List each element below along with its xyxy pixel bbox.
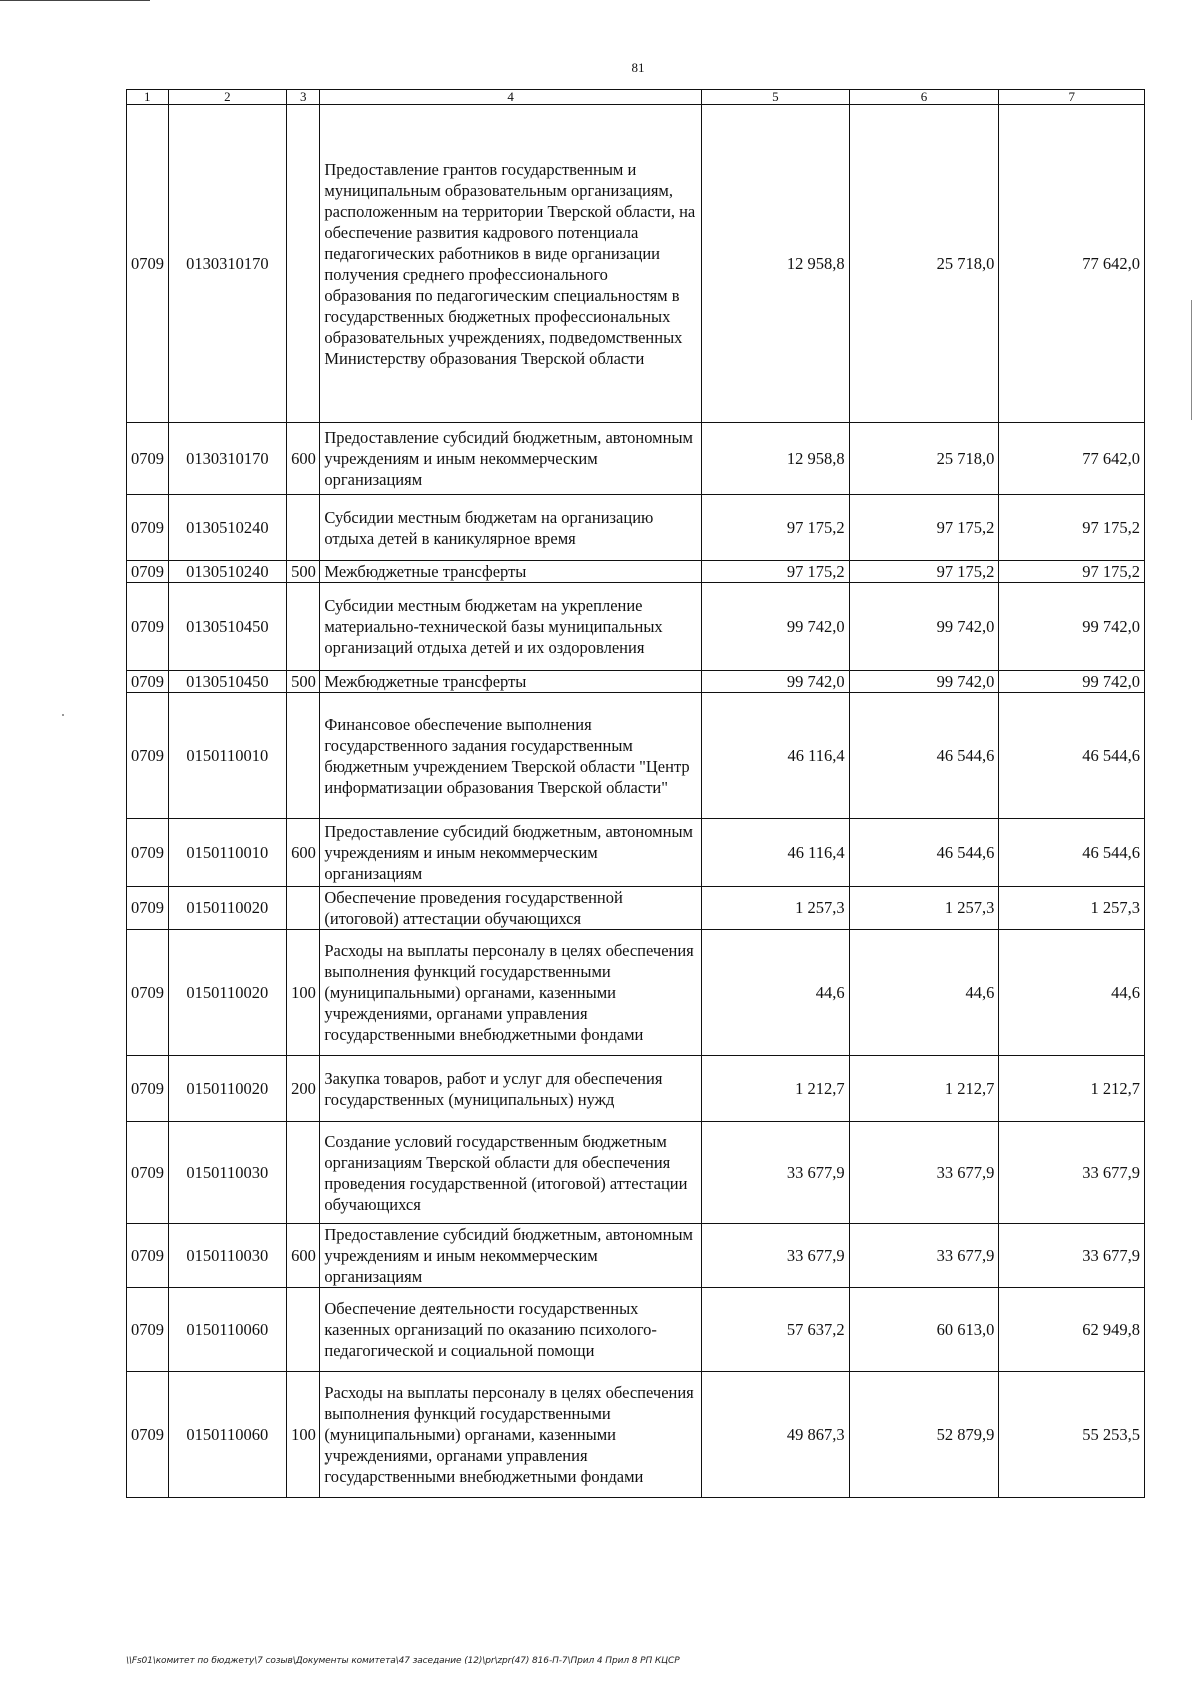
page-number: 81 (631, 60, 645, 75)
cell-amount-year3: 97 175,2 (999, 495, 1145, 561)
scan-edge-mark (1191, 300, 1192, 420)
cell-amount-year3: 77 642,0 (999, 423, 1145, 495)
column-header: 5 (701, 90, 849, 105)
table-row (127, 423, 1145, 495)
cell-amount-year1: 1 257,3 (701, 887, 849, 930)
table-row (127, 1224, 1145, 1288)
cell-amount-year1: 12 958,8 (701, 423, 849, 495)
cell-description: Создание условий государственным бюджетным организациям Тверской области для обеспечения проведения государственной (итоговой) аттестации обучающихся (320, 1122, 702, 1224)
cell-amount-year2: 1 212,7 (849, 1056, 999, 1122)
cell-amount-year3: 33 677,9 (999, 1224, 1145, 1288)
cell-target-code: 0130510240 (168, 561, 287, 583)
table-row (127, 105, 1145, 423)
cell-amount-year1: 33 677,9 (701, 1224, 849, 1288)
cell-description: Субсидии местным бюджетам на организацию отдыха детей в каникулярное время (320, 495, 702, 561)
cell-amount-year2: 60 613,0 (849, 1288, 999, 1372)
cell-amount-year3: 1 257,3 (999, 887, 1145, 930)
cell-expense-kind (287, 693, 320, 819)
cell-target-code: 0130310170 (168, 423, 287, 495)
cell-description: Межбюджетные трансферты (320, 671, 702, 693)
cell-amount-year1: 44,6 (701, 930, 849, 1056)
cell-amount-year3: 62 949,8 (999, 1288, 1145, 1372)
cell-amount-year2: 46 544,6 (849, 693, 999, 819)
cell-amount-year3: 33 677,9 (999, 1122, 1145, 1224)
column-header: 6 (849, 90, 999, 105)
cell-description: Предоставление субсидий бюджетным, автономным учреждениям и иным некоммерческим организациям (320, 819, 702, 887)
cell-expense-kind: 200 (287, 1056, 320, 1122)
cell-amount-year3: 46 544,6 (999, 693, 1145, 819)
cell-description: Предоставление грантов государственным и муниципальным образовательным организациям, расположенным на территории Тверской области, на обеспечение развития кадрового потенциала педагогических работников в виде организации получения среднего профессионального образования по педагогическим специальностям в государственных бюджетных профессиональных образовательных учреждениях, подведомственных Министерству образования Тверской области (320, 105, 702, 423)
cell-amount-year2: 97 175,2 (849, 495, 999, 561)
cell-amount-year3: 44,6 (999, 930, 1145, 1056)
cell-section: 0709 (127, 671, 169, 693)
cell-section: 0709 (127, 819, 169, 887)
cell-section: 0709 (127, 1122, 169, 1224)
cell-target-code: 0150110020 (168, 930, 287, 1056)
cell-description: Финансовое обеспечение выполнения государственного задания государственным бюджетным учреждением Тверской области "Центр информатизации образования Тверской области" (320, 693, 702, 819)
cell-amount-year2: 99 742,0 (849, 671, 999, 693)
cell-expense-kind: 500 (287, 561, 320, 583)
cell-amount-year2: 33 677,9 (849, 1224, 999, 1288)
cell-target-code: 0150110010 (168, 819, 287, 887)
cell-amount-year1: 33 677,9 (701, 1122, 849, 1224)
cell-amount-year2: 99 742,0 (849, 583, 999, 671)
cell-section: 0709 (127, 1372, 169, 1498)
table-row (127, 930, 1145, 1056)
cell-description: Закупка товаров, работ и услуг для обеспечения государственных (муниципальных) нужд (320, 1056, 702, 1122)
table-row (127, 561, 1145, 583)
cell-section: 0709 (127, 1224, 169, 1288)
header-row (127, 90, 1145, 105)
table-row (127, 887, 1145, 930)
cell-amount-year1: 97 175,2 (701, 495, 849, 561)
cell-amount-year2: 25 718,0 (849, 423, 999, 495)
budget-table (126, 89, 1145, 1498)
cell-section: 0709 (127, 423, 169, 495)
table-row (127, 819, 1145, 887)
cell-amount-year1: 1 212,7 (701, 1056, 849, 1122)
cell-amount-year2: 33 677,9 (849, 1122, 999, 1224)
table-row (127, 495, 1145, 561)
cell-section: 0709 (127, 930, 169, 1056)
cell-amount-year2: 52 879,9 (849, 1372, 999, 1498)
cell-expense-kind: 100 (287, 1372, 320, 1498)
cell-expense-kind (287, 583, 320, 671)
cell-expense-kind (287, 1288, 320, 1372)
cell-target-code: 0150110030 (168, 1122, 287, 1224)
cell-amount-year1: 57 637,2 (701, 1288, 849, 1372)
cell-amount-year2: 1 257,3 (849, 887, 999, 930)
cell-section: 0709 (127, 693, 169, 819)
cell-amount-year3: 99 742,0 (999, 583, 1145, 671)
cell-description: Расходы на выплаты персоналу в целях обеспечения выполнения функций государственными (муниципальными) органами, казенными учреждениями, органами управления государственными внебюджетными фондами (320, 1372, 702, 1498)
table-row (127, 693, 1145, 819)
cell-amount-year1: 97 175,2 (701, 561, 849, 583)
cell-target-code: 0130310170 (168, 105, 287, 423)
cell-target-code: 0130510240 (168, 495, 287, 561)
cell-amount-year3: 97 175,2 (999, 561, 1145, 583)
footer-file-path: \\Fs01\комитет по бюджету\7 созыв\Документы комитета\47 заседание (12)\pr\zpr(47) 816-П-7\Прил 4 Прил 8 РП КЦСР (126, 1656, 680, 1666)
cell-expense-kind: 100 (287, 930, 320, 1056)
scan-edge-line (0, 0, 150, 1)
cell-target-code: 0150110020 (168, 887, 287, 930)
cell-amount-year3: 55 253,5 (999, 1372, 1145, 1498)
cell-section: 0709 (127, 105, 169, 423)
table-row (127, 1372, 1145, 1498)
column-header: 2 (168, 90, 287, 105)
cell-expense-kind: 600 (287, 1224, 320, 1288)
cell-amount-year3: 46 544,6 (999, 819, 1145, 887)
cell-section: 0709 (127, 583, 169, 671)
cell-section: 0709 (127, 1288, 169, 1372)
cell-section: 0709 (127, 887, 169, 930)
cell-expense-kind (287, 495, 320, 561)
cell-target-code: 0150110020 (168, 1056, 287, 1122)
cell-description: Предоставление субсидий бюджетным, автономным учреждениям и иным некоммерческим организациям (320, 423, 702, 495)
cell-target-code: 0150110060 (168, 1288, 287, 1372)
column-header: 7 (999, 90, 1145, 105)
cell-expense-kind (287, 105, 320, 423)
cell-amount-year2: 97 175,2 (849, 561, 999, 583)
cell-section: 0709 (127, 561, 169, 583)
cell-expense-kind (287, 887, 320, 930)
cell-description: Межбюджетные трансферты (320, 561, 702, 583)
cell-amount-year1: 99 742,0 (701, 671, 849, 693)
cell-description: Субсидии местным бюджетам на укрепление материально-технической базы муниципальных организаций отдыха детей и их оздоровления (320, 583, 702, 671)
table-row (127, 583, 1145, 671)
table-row (127, 1288, 1145, 1372)
cell-amount-year3: 1 212,7 (999, 1056, 1145, 1122)
column-header: 4 (320, 90, 702, 105)
cell-amount-year1: 46 116,4 (701, 819, 849, 887)
cell-target-code: 0130510450 (168, 583, 287, 671)
cell-amount-year1: 99 742,0 (701, 583, 849, 671)
cell-section: 0709 (127, 495, 169, 561)
cell-target-code: 0150110060 (168, 1372, 287, 1498)
table-row (127, 671, 1145, 693)
cell-expense-kind: 600 (287, 423, 320, 495)
cell-section: 0709 (127, 1056, 169, 1122)
column-header: 3 (287, 90, 320, 105)
cell-target-code: 0150110010 (168, 693, 287, 819)
cell-expense-kind (287, 1122, 320, 1224)
cell-description: Предоставление субсидий бюджетным, автономным учреждениям и иным некоммерческим организациям (320, 1224, 702, 1288)
cell-expense-kind: 600 (287, 819, 320, 887)
cell-amount-year3: 99 742,0 (999, 671, 1145, 693)
cell-amount-year1: 49 867,3 (701, 1372, 849, 1498)
cell-expense-kind: 500 (287, 671, 320, 693)
cell-target-code: 0130510450 (168, 671, 287, 693)
column-header: 1 (127, 90, 169, 105)
cell-target-code: 0150110030 (168, 1224, 287, 1288)
cell-amount-year2: 25 718,0 (849, 105, 999, 423)
cell-amount-year1: 46 116,4 (701, 693, 849, 819)
cell-amount-year1: 12 958,8 (701, 105, 849, 423)
cell-amount-year2: 46 544,6 (849, 819, 999, 887)
cell-description: Расходы на выплаты персоналу в целях обеспечения выполнения функций государственными (муниципальными) органами, казенными учреждениями, органами управления государственными внебюджетными фондами (320, 930, 702, 1056)
cell-amount-year3: 77 642,0 (999, 105, 1145, 423)
table-row (127, 1122, 1145, 1224)
cell-amount-year2: 44,6 (849, 930, 999, 1056)
scan-speck (62, 714, 64, 716)
table-row (127, 1056, 1145, 1122)
cell-description: Обеспечение проведения государственной (итоговой) аттестации обучающихся (320, 887, 702, 930)
cell-description: Обеспечение деятельности государственных казенных организаций по оказанию психолого-педагогической и социальной помощи (320, 1288, 702, 1372)
